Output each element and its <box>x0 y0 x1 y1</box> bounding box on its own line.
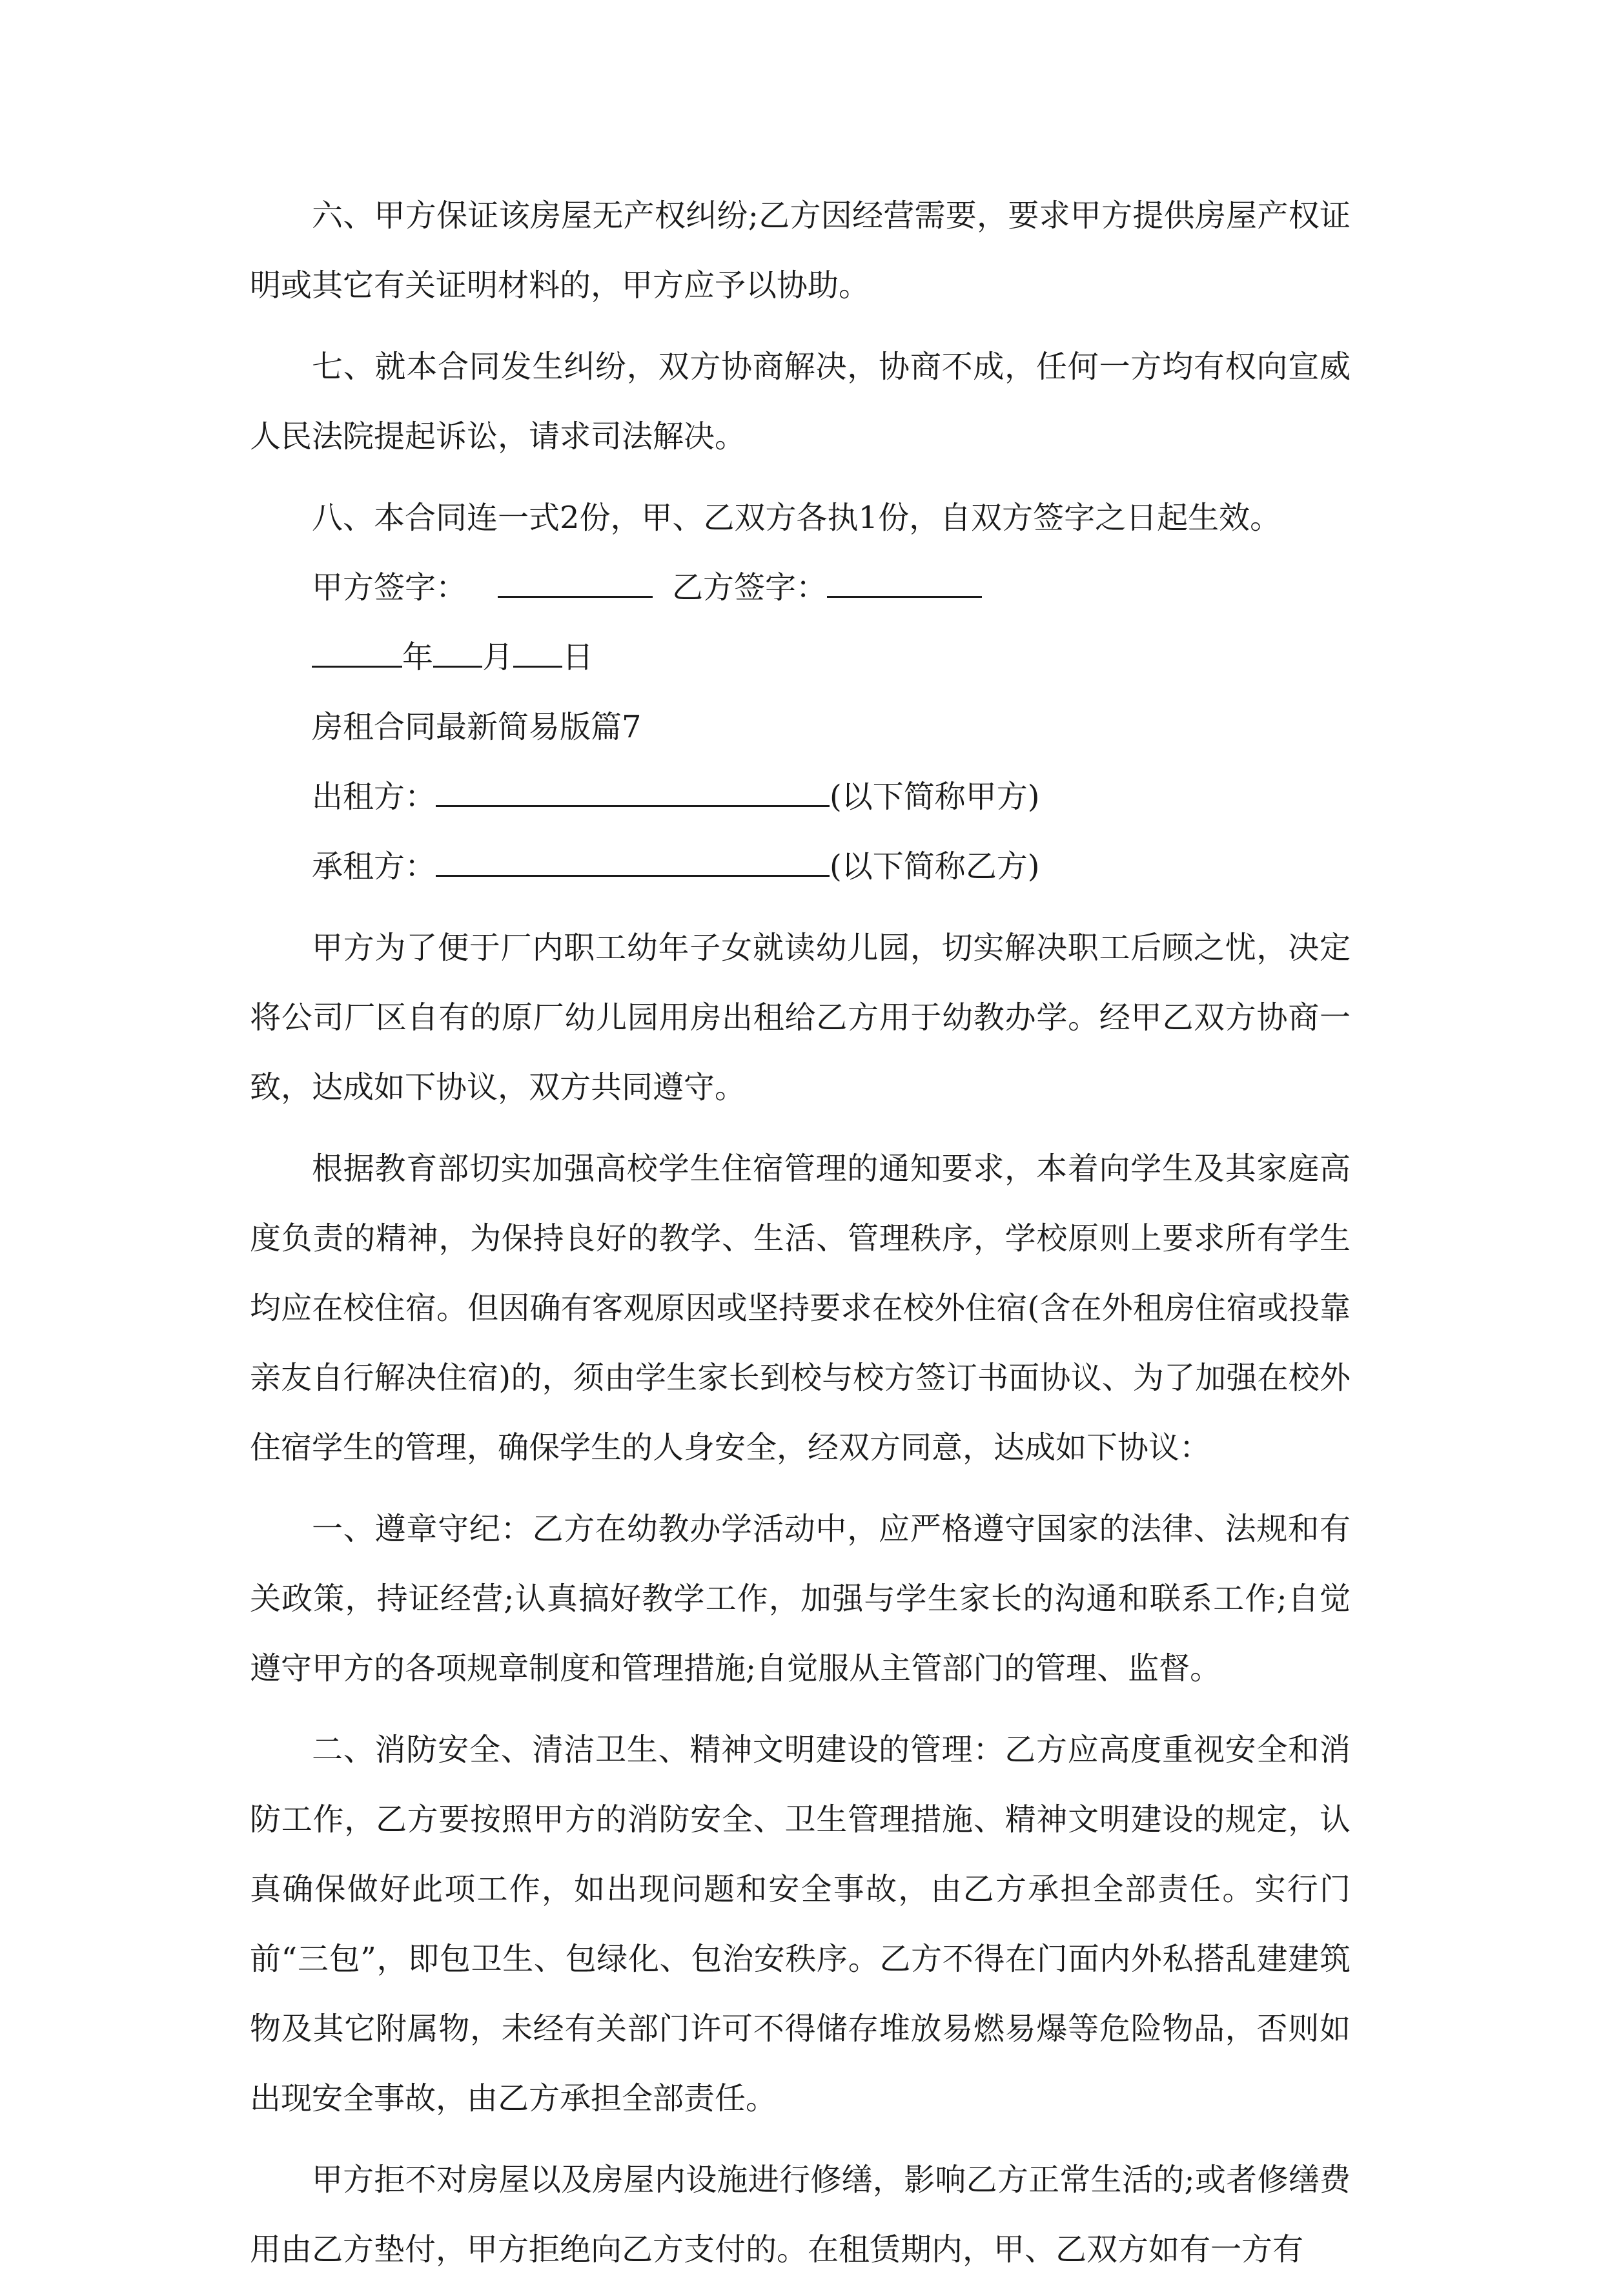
clause-eight: 八、本合同连一式2份，甲、乙双方各执1份，自双方签字之日起生效。 <box>312 500 1281 536</box>
party-b-signature-label: 乙方签字： <box>672 569 828 606</box>
section-title: 房租合同最新简易版篇7 <box>312 709 642 745</box>
lessor-suffix: (以下简称甲方) <box>830 779 1040 815</box>
clause-seven: 七、就本合同发生纠纷，双方协商解决，协商不成，任何一方均有权向宣威人民法院提起诉讼，请求司法解决。 <box>250 349 1351 455</box>
signature-line <box>250 553 1351 622</box>
month-label: 月 <box>482 639 514 675</box>
lessor-label: 出租方： <box>312 779 436 815</box>
day-blank <box>513 635 562 668</box>
party-a-signature-blank <box>498 565 653 598</box>
party-a-signature-label: 甲方签字： <box>312 569 467 606</box>
year-blank <box>312 635 402 668</box>
lessee-label: 承租方： <box>312 848 436 885</box>
lessor-blank <box>436 774 830 807</box>
lessee-blank <box>436 844 830 877</box>
party-b-signature-blank <box>827 565 982 598</box>
school-paragraph: 根据教育部切实加强高校学生住宿管理的通知要求，本着向学生及其家庭高度负责的精神，为保持良好的教学、生活、管理秩序，学校原则上要求所有学生均应在校住宿。但因确有客观原因或坚持要求在校外住宿(含在外租房住宿或投靠亲友自行解决住宿)的，须由学生家长到校与校方签订书面协议、为了加强在校外住宿学生的管理，确保学生的人身安全，经双方同意，达成如下协议： <box>250 1151 1351 1466</box>
clause-one: 一、遵章守纪：乙方在幼教办学活动中，应严格遵守国家的法律、法规和有关政策，持证经营;认真搞好教学工作，加强与学生家长的沟通和联系工作;自觉遵守甲方的各项规章制度和管理措施;自觉服从主管部门的管理、监督。 <box>250 1511 1351 1686</box>
date-line <box>250 622 1351 692</box>
lessee-suffix: (以下简称乙方) <box>830 848 1040 885</box>
clause-six: 六、甲方保证该房屋无产权纠纷;乙方因经营需要，要求甲方提供房屋产权证明或其它有关证明材料的，甲方应予以协助。 <box>250 198 1351 303</box>
clause-two: 二、消防安全、清洁卫生、精神文明建设的管理：乙方应高度重视安全和消防工作，乙方要按照甲方的消防安全、卫生管理措施、精神文明建设的规定，认真确保做好此项工作，如出现问题和安全事故，由乙方承担全部责任。实行门前“三包”，即包卫生、包绿化、包治安秩序。乙方不得在门面内外私搭乱建建筑物及其它附属物，未经有关部门许可不得储存堆放易燃易爆等危险物品，否则如出现安全事故，由乙方承担全部责任。 <box>250 1732 1351 2117</box>
day-label: 日 <box>562 639 594 675</box>
year-label: 年 <box>402 639 434 675</box>
document-body <box>250 181 1351 2296</box>
repair-paragraph: 甲方拒不对房屋以及房屋内设施进行修缮，影响乙方正常生活的;或者修缮费用由乙方垫付，甲方拒绝向乙方支付的。在租赁期内，甲、乙双方如有一方有 <box>250 2162 1351 2268</box>
month-blank <box>433 635 482 668</box>
intro-paragraph: 甲方为了便于厂内职工幼年子女就读幼儿园，切实解决职工后顾之忧，决定将公司厂区自有的原厂幼儿园用房出租给乙方用于幼教办学。经甲乙双方协商一致，达成如下协议，双方共同遵守。 <box>250 930 1351 1105</box>
lessee-line <box>250 832 1351 901</box>
lessor-line <box>250 762 1351 832</box>
